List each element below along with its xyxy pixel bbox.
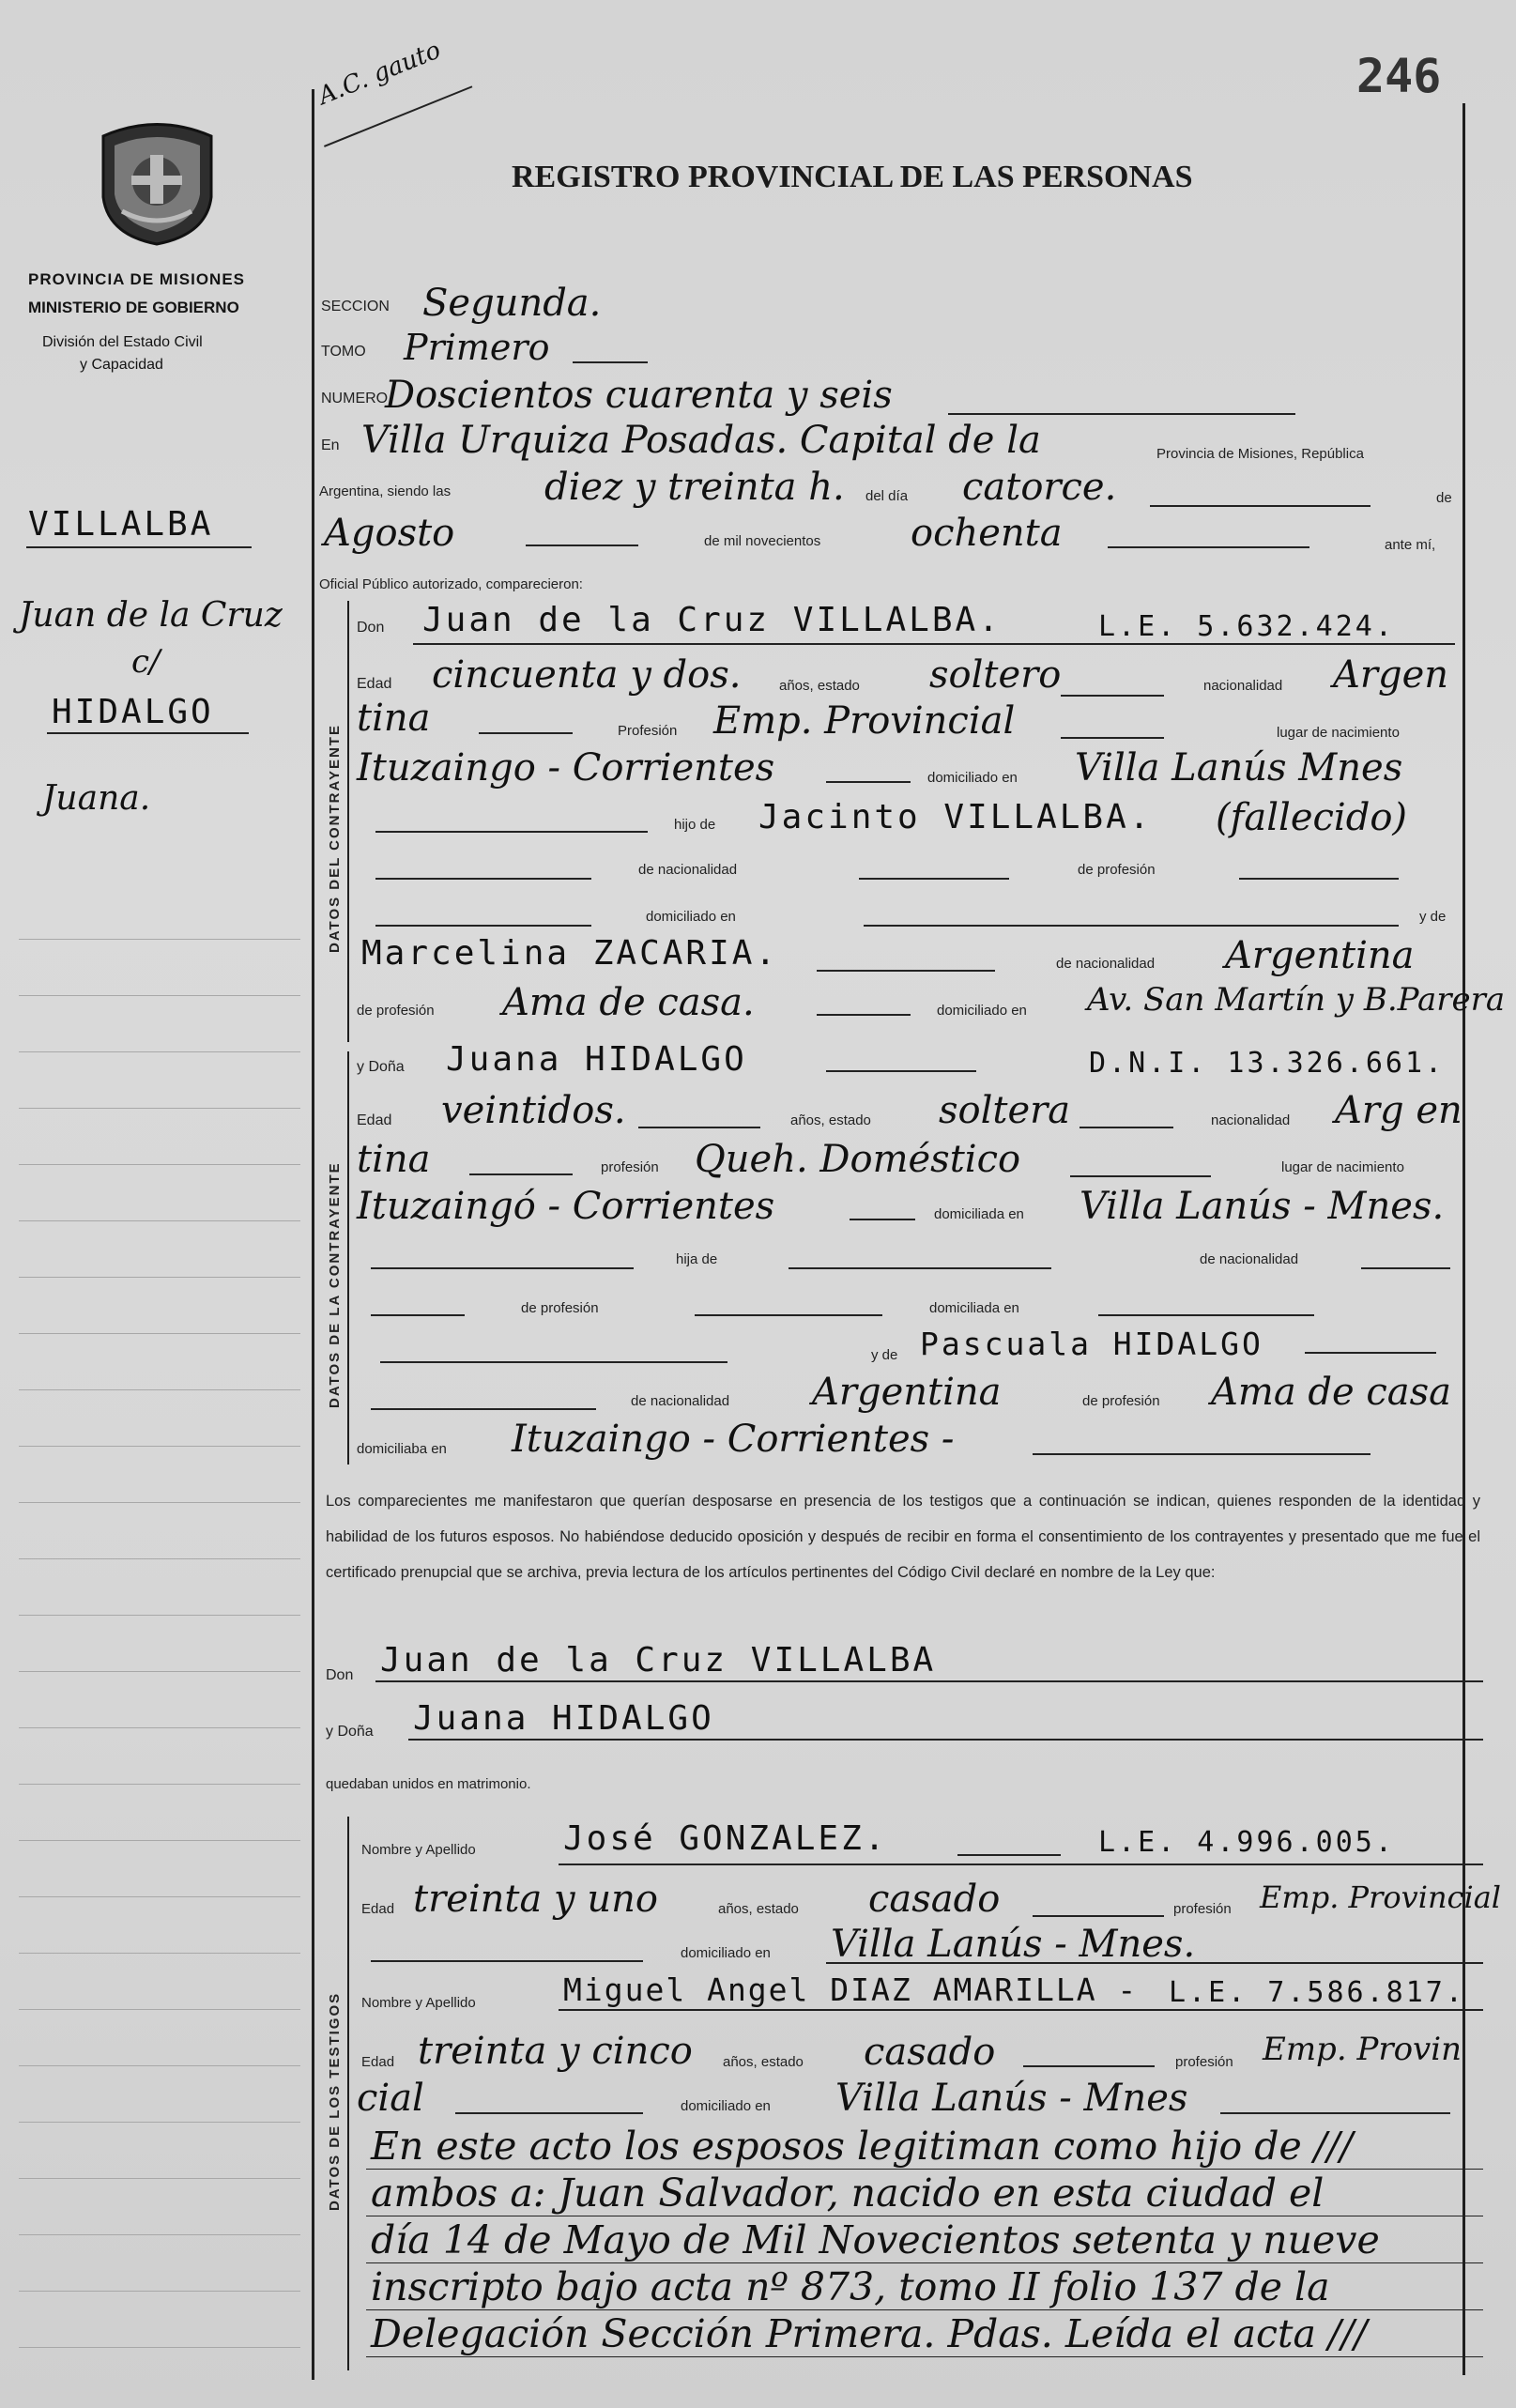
side-rule — [19, 1896, 300, 1897]
main-left-border — [312, 89, 314, 2380]
label-nombre-apellido-w1: Nombre y Apellido — [361, 1842, 476, 1858]
witness1-age: treinta y uno — [413, 1878, 658, 1921]
underline-witness2-full — [559, 2009, 1483, 2011]
label-domiciliado-en-2: domiciliado en — [646, 909, 736, 925]
side-underline-2 — [47, 732, 249, 734]
coat-of-arms-seal — [94, 117, 221, 249]
underline-mes — [526, 544, 638, 546]
groom-father-note: (fallecido) — [1216, 796, 1408, 839]
bride-dom: Villa Lanús - Mnes. — [1080, 1185, 1445, 1228]
groom-state: soltero — [929, 653, 1062, 697]
label-de-profesion-bride-mother: de profesión — [1082, 1393, 1160, 1409]
side-rule — [19, 939, 300, 940]
label-lugar-nac-bride: lugar de nacimiento — [1281, 1159, 1404, 1175]
label-edad-groom: Edad — [357, 676, 392, 692]
underline-bride-name — [826, 1070, 976, 1072]
bride-doc: D.N.I. 13.326.661. — [1089, 1047, 1446, 1080]
label-domiciliado-groom: domiciliado en — [927, 770, 1018, 786]
label-de-nacionalidad-groom: de nacionalidad — [638, 862, 738, 878]
note-rule-3 — [366, 2262, 1483, 2263]
groom-name: Juan de la Cruz VILLALBA. — [422, 601, 1002, 639]
side-rule — [19, 995, 300, 996]
side-name-groom: Juan de la Cruz — [19, 596, 283, 635]
label-de-mil: de mil novecientos — [704, 533, 821, 549]
label-edad-w1: Edad — [361, 1901, 395, 1917]
label-del-dia: del día — [865, 488, 909, 504]
underline-groom-blank-3 — [859, 878, 1009, 880]
groom-mother-nat: Argentina — [1225, 934, 1415, 977]
value-mes: Agosto — [324, 512, 455, 555]
value-numero: Doscientos cuarenta y seis — [385, 374, 893, 417]
witness1-prof: Emp. Provincial — [1260, 1879, 1502, 1915]
groom-prof: Emp. Provincial — [713, 699, 1016, 743]
underline-bride-birthplace — [850, 1219, 915, 1220]
underline-united-dona — [408, 1739, 1483, 1741]
side-rule — [19, 2009, 300, 2010]
label-domiciliado-groom-mother: domiciliado en — [937, 1003, 1027, 1019]
witness1-doc: L.E. 4.996.005. — [1098, 1826, 1395, 1859]
underline-groom-prof — [1061, 737, 1164, 739]
groom-section-bracket — [347, 601, 349, 1042]
bride-birthplace: Ituzaingó - Corrientes — [357, 1185, 775, 1228]
label-domiciliado-w1: domiciliado en — [681, 1945, 771, 1961]
side-rule — [19, 1108, 300, 1109]
label-edad-w2: Edad — [361, 2054, 395, 2070]
side-surname-groom: VILLALBA — [28, 505, 214, 544]
bride-age: veintidos. — [441, 1089, 626, 1132]
bride-nat-1: Arg en — [1335, 1089, 1462, 1132]
declaration-paragraph: Los comparecientes me manifestaron que querían desposarse en presencia de los testigos que a continuación se indican, quienes responden de la identidad y habilidad de los futuros esposos. No habiéndose deducido oposición y después de recibir en forma el consentimiento de los contrayentes y presentado que me fue el certificado prenupcial que se archiva, previa lectura de los artículos pertinentes del Código Civil declaré en nombre de la Ley que: — [326, 1493, 1480, 1581]
united-don-name: Juan de la Cruz VILLALBA — [380, 1641, 937, 1679]
underline-numero — [948, 413, 1295, 415]
note-line-1: En este acto los esposos legitiman como hijo de /// — [371, 2124, 1354, 2169]
underline-witness2-dom — [1220, 2112, 1450, 2114]
note-rule-5 — [366, 2356, 1483, 2357]
side-rule — [19, 2065, 300, 2066]
witness1-dom: Villa Lanús - Mnes. — [831, 1923, 1196, 1966]
witness2-age: treinta y cinco — [418, 2030, 693, 2073]
united-dona-name: Juana HIDALGO — [413, 1699, 714, 1738]
label-de: de — [1436, 490, 1452, 506]
note-line-5: Delegación Sección Primera. Pdas. Leída el acta /// — [371, 2311, 1368, 2356]
label-y-dona: y Doña — [357, 1059, 405, 1075]
bride-mother-dom: Ituzaingo - Corrientes - — [512, 1418, 955, 1461]
groom-nat-1: Argen — [1333, 653, 1449, 697]
underline-bride-mother-dom — [1033, 1453, 1371, 1455]
value-lugar: Villa Urquiza Posadas. Capital de la — [361, 419, 1041, 462]
label-profesion-w2: profesión — [1175, 2054, 1233, 2070]
label-datos-contrayenta: DATOS DE LA CONTRAYENTE — [327, 1161, 343, 1408]
agency-ministry: MINISTERIO DE GOBIERNO — [28, 299, 239, 316]
label-de-profesion-groom: de profesión — [1078, 862, 1156, 878]
agency-division: División del Estado Civil — [42, 334, 203, 350]
label-de-nacionalidad-bride-mother: de nacionalidad — [631, 1393, 730, 1409]
underline-witness1-full — [559, 1864, 1483, 1865]
underline-groom-mother-prof — [817, 1014, 911, 1016]
groom-birthplace: Ituzaingo - Corrientes — [357, 746, 775, 790]
underline-bride-age — [638, 1127, 760, 1128]
label-provincia: Provincia de Misiones, República — [1156, 446, 1364, 462]
witness2-doc: L.E. 7.586.817. — [1169, 1976, 1465, 2009]
side-rule — [19, 1953, 300, 1954]
underline-bride-nat2 — [469, 1173, 573, 1175]
underline-witness1-dom — [826, 1962, 1483, 1964]
note-line-4: inscripto bajo acta nº 873, tomo II folio 137 de la — [371, 2264, 1330, 2309]
note-rule-1 — [366, 2169, 1483, 2170]
side-rule — [19, 1615, 300, 1616]
underline-groom-blank-6 — [864, 925, 1399, 927]
underline-bride-blank-8 — [371, 1408, 596, 1410]
underline-united-don — [375, 1680, 1483, 1682]
bride-name: Juana HIDALGO — [446, 1040, 747, 1079]
side-rule — [19, 1446, 300, 1447]
side-rule — [19, 2347, 300, 2348]
label-de-profesion-groom-mother: de profesión — [357, 1003, 435, 1019]
label-anos-estado-groom: años, estado — [779, 678, 860, 694]
underline-witness1-state — [1033, 1915, 1164, 1917]
value-anio: ochenta — [911, 512, 1063, 555]
groom-nat-2: tina — [357, 697, 431, 740]
note-line-3: día 14 de Mayo de Mil Novecientos setenta y nueve — [371, 2217, 1380, 2262]
witness2-name: Miguel Angel DIAZ AMARILLA - — [563, 1971, 1139, 2008]
label-datos-contrayente: DATOS DEL CONTRAYENTE — [327, 724, 343, 953]
side-rule — [19, 1220, 300, 1221]
label-de-nacionalidad-groom-mother: de nacionalidad — [1056, 956, 1156, 972]
underline-witness2-state — [1023, 2065, 1155, 2067]
underline-witness2-prof2 — [455, 2112, 643, 2114]
bride-nat-2: tina — [357, 1138, 431, 1181]
groom-dom: Villa Lanús Mnes — [1075, 746, 1403, 790]
underline-bride-mother — [1305, 1352, 1436, 1354]
groom-father: Jacinto VILLALBA. — [758, 798, 1153, 836]
underline-tomo — [573, 361, 648, 363]
witness1-state: casado — [868, 1878, 1001, 1921]
label-tomo: TOMO — [321, 344, 366, 360]
side-rule — [19, 2234, 300, 2235]
label-edad-bride: Edad — [357, 1112, 392, 1128]
side-name-bride: Juana. — [42, 779, 151, 818]
agency-capacity: y Capacidad — [80, 357, 163, 373]
side-rule — [19, 1784, 300, 1785]
underline-groom-mother — [817, 970, 995, 972]
underline-groom-nat2 — [479, 732, 573, 734]
underline-groom-blank-4 — [1239, 878, 1399, 880]
underline-groom-birthplace — [826, 781, 911, 783]
label-nacionalidad-bride: nacionalidad — [1211, 1112, 1291, 1128]
label-quedaban: quedaban unidos en matrimonio. — [326, 1776, 531, 1792]
side-rule — [19, 2122, 300, 2123]
label-seccion: SECCION — [321, 299, 390, 314]
bride-mother-prof: Ama de casa — [1211, 1371, 1451, 1414]
main-right-border — [1462, 103, 1465, 2375]
label-domiciliada-bride: domiciliada en — [934, 1206, 1024, 1222]
label-nombre-apellido-w2: Nombre y Apellido — [361, 1995, 476, 2011]
underline-anio — [1108, 546, 1309, 548]
underline-bride-prof — [1070, 1175, 1211, 1177]
underline-witness1-name — [957, 1854, 1061, 1856]
label-y-de-bride: y de — [871, 1347, 898, 1363]
side-rule — [19, 1164, 300, 1165]
side-rule — [19, 1333, 300, 1334]
folio-number: 246 — [1356, 49, 1442, 103]
label-profesion-w1: profesión — [1173, 1901, 1232, 1917]
value-hora: diez y treinta h. — [544, 466, 845, 509]
label-profesion-bride: profesión — [601, 1159, 659, 1175]
label-profesion-groom: Profesión — [618, 723, 678, 739]
label-anos-estado-w2: años, estado — [723, 2054, 804, 2070]
groom-age: cincuenta y dos. — [432, 653, 742, 697]
underline-bride-blank-5 — [695, 1314, 882, 1316]
label-domiciliado-w2: domiciliado en — [681, 2098, 771, 2114]
underline-groom-state — [1061, 695, 1164, 697]
label-en: En — [321, 437, 340, 453]
label-datos-testigos: DATOS DE LOS TESTIGOS — [327, 1991, 343, 2211]
underline-bride-blank-3 — [1361, 1267, 1450, 1269]
note-line-2: ambos a: Juan Salvador, nacido en esta ciudad el — [371, 2170, 1325, 2216]
value-tomo: Primero — [404, 327, 550, 368]
label-oficial: Oficial Público autorizado, comparecieron: — [319, 576, 583, 592]
label-anos-estado-bride: años, estado — [790, 1112, 871, 1128]
label-ante-mi: ante mí, — [1385, 537, 1436, 553]
label-de-profesion-bride: de profesión — [521, 1300, 599, 1316]
label-don: Don — [357, 620, 385, 636]
margin-note: A.C. gauto — [314, 36, 445, 111]
groom-mother: Marcelina ZACARIA. — [361, 934, 779, 973]
underline-bride-blank-6 — [1098, 1314, 1314, 1316]
side-rule — [19, 1051, 300, 1052]
bride-mother-nat: Argentina — [812, 1371, 1002, 1414]
witness2-prof-2: cial — [357, 2077, 424, 2120]
agency-province: PROVINCIA DE MISIONES — [28, 270, 246, 288]
label-de-nacionalidad-bride: de nacionalidad — [1200, 1251, 1299, 1267]
side-rule — [19, 2291, 300, 2292]
side-rule — [19, 1389, 300, 1390]
label-anos-estado-w1: años, estado — [718, 1901, 799, 1917]
underline-bride-state — [1080, 1127, 1173, 1128]
label-argentina-siendo: Argentina, siendo las — [319, 483, 452, 499]
bride-mother: Pascuala HIDALGO — [920, 1326, 1263, 1362]
underline-groom-name — [413, 643, 1455, 645]
underline-witness1-blank — [371, 1960, 643, 1962]
page-title: REGISTRO PROVINCIAL DE LAS PERSONAS — [512, 160, 1193, 194]
side-rule — [19, 1277, 300, 1278]
label-hijo-de: hijo de — [674, 817, 716, 833]
witness2-prof-1: Emp. Provin — [1263, 2031, 1462, 2068]
label-domiciliada-en-2: domiciliada en — [929, 1300, 1019, 1316]
side-rule — [19, 1558, 300, 1559]
bride-prof: Queh. Doméstico — [695, 1138, 1021, 1181]
label-y-de-groom: y de — [1419, 909, 1447, 925]
side-underline-1 — [26, 546, 252, 548]
underline-groom-blank-5 — [375, 925, 591, 927]
label-dona-united: y Doña — [326, 1724, 374, 1740]
underline-dia — [1150, 505, 1371, 507]
label-don-united: Don — [326, 1667, 354, 1683]
underline-bride-blank-2 — [789, 1267, 1051, 1269]
side-surname-bride: HIDALGO — [52, 693, 214, 731]
side-rule — [19, 1727, 300, 1728]
witness2-dom: Villa Lanús - Mnes — [835, 2077, 1188, 2120]
underline-bride-blank-7 — [380, 1361, 727, 1363]
groom-mother-prof: Ama de casa. — [502, 981, 755, 1024]
value-dia: catorce. — [962, 466, 1117, 509]
note-rule-4 — [366, 2309, 1483, 2310]
underline-bride-blank-4 — [371, 1314, 465, 1316]
side-connector: c/ — [131, 643, 161, 681]
bride-state: soltera — [939, 1089, 1071, 1132]
underline-groom-blank-1 — [375, 831, 648, 833]
bride-section-bracket — [347, 1051, 349, 1465]
witness-section-bracket — [347, 1817, 349, 2370]
groom-doc: L.E. 5.632.424. — [1098, 610, 1395, 643]
label-numero: NUMERO — [321, 391, 389, 406]
side-rule — [19, 1671, 300, 1672]
label-nacionalidad-groom: nacionalidad — [1203, 678, 1283, 694]
underline-groom-blank-2 — [375, 878, 591, 880]
witness1-name: José GONZALEZ. — [563, 1819, 888, 1858]
side-rule — [19, 1840, 300, 1841]
underline-bride-blank-1 — [371, 1267, 634, 1269]
witness2-state: casado — [864, 2031, 996, 2074]
label-hija-de: hija de — [676, 1251, 718, 1267]
side-rule — [19, 2178, 300, 2179]
value-seccion: Segunda. — [422, 282, 602, 325]
label-lugar-nac-groom: lugar de nacimiento — [1277, 725, 1400, 741]
side-rule — [19, 1502, 300, 1503]
label-domiciliaba-en: domiciliaba en — [357, 1441, 447, 1457]
groom-mother-dom: Av. San Martín y B.Parera — [1087, 981, 1506, 1019]
